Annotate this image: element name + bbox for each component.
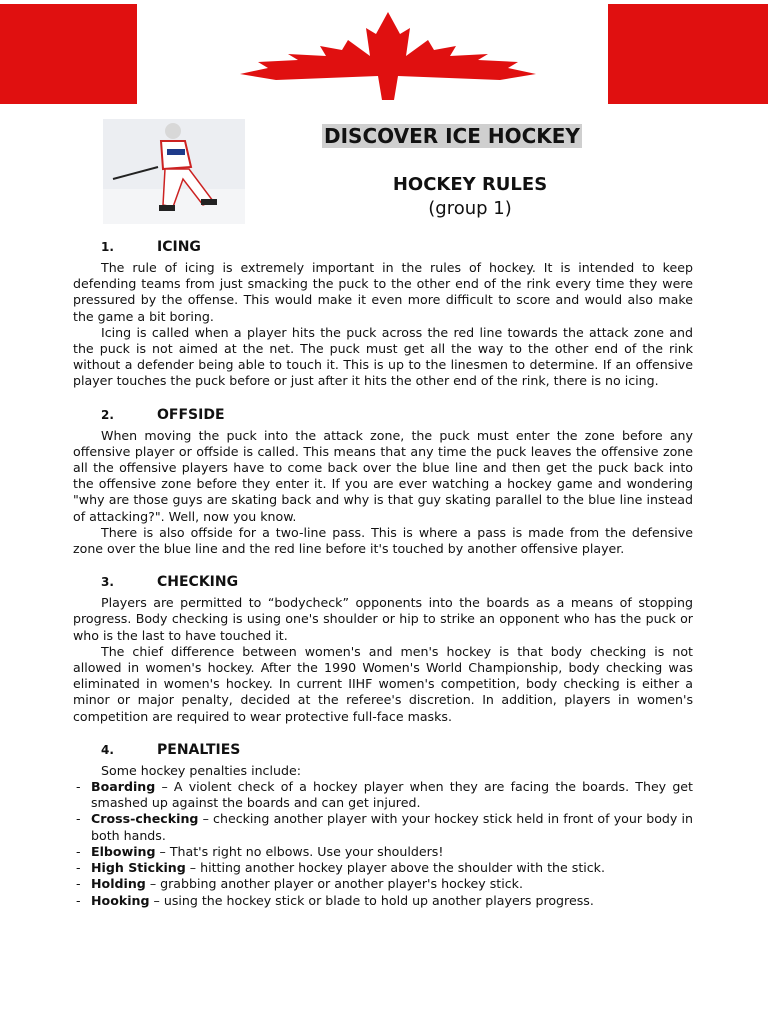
list-item: - Elbowing – That's right no elbows. Use your shoulders! [76, 843, 444, 859]
paragraph: The chief difference between women's and men's hockey is that body checking is not allowed in women's hockey. After the 1990 Women's World Championship, body checking was eliminated in women's hockey. In current IIHF women's competition, body checking is either a minor or major penalty, decided at the referee's discretion. In addition, players in women's competition are required to wear protective full-face masks. [73, 643, 693, 724]
hockey-player-photo [103, 119, 245, 224]
document-body [73, 238, 693, 909]
list-item: - Boarding – A violent check of a hockey player when they are facing the boards. They get smashed up against the boards and can get injured. [76, 779, 693, 811]
paragraph: Players are permitted to “bodycheck” opponents into the boards as a means of stopping progress. Body checking is using one's shoulder or hip to strike an opponent who has the puck or who is the last to have touched it. [73, 595, 693, 643]
list-item: - Hooking – using the hockey stick or blade to hold up another players progress. [76, 892, 594, 908]
paragraph: Icing is called when a player hits the puck across the red line towards the attack zone and the puck is not aimed at the net. The puck must get all the way to the other end of the rink without a defender being able to touch it. This is up to the linesmen to determine. If an offensive player touches the puck before or just after it hits the other end of the rink, there is no icing. [73, 324, 693, 389]
list-item: - Cross-checking – checking another player with your hockey stick held in front of your body in both hands. [76, 811, 693, 843]
page-subtitle: HOCKEY RULES [392, 174, 548, 195]
page-title: DISCOVER ICE HOCKEY [324, 124, 580, 148]
section-heading-offside: 2. OFFSIDE [101, 406, 225, 423]
canada-flag-banner [0, 0, 768, 104]
list-item: - High Sticking – hitting another hockey player above the shoulder with the stick. [76, 860, 605, 876]
paragraph: When moving the puck into the attack zone, the puck must enter the zone before any offensive player or offside is called. This means that any time the puck leaves the offensive zone all the offensive players have to come back over the blue line and then get the puck back into the offensive zone before they enter it. If you are ever watching a hockey game and wondering "why are those guys are skating back and why is that guy skating parallel to the blue line instead of attacking?". Well, now you know. [73, 427, 693, 524]
paragraph: Some hockey penalties include: [101, 762, 301, 778]
section-heading-checking: 3. CHECKING [101, 574, 239, 591]
group-label: (group 1) [428, 198, 512, 219]
flag-red-band-right [608, 4, 768, 104]
maple-leaf-icon [188, 10, 588, 102]
paragraph: The rule of icing is extremely important in the rules of hockey. It is intended to keep defending teams from just smacking the puck to the other end of the rink every time they were pressured by the offense. This would make it even more difficult to score and would also make the game a bit boring. [73, 260, 693, 324]
list-item: - Holding – grabbing another player or another player's hockey stick. [76, 876, 523, 892]
paragraph: There is also offside for a two-line pass. This is where a pass is made from the defensive zone over the blue line and the red line before it's touched by another offensive player. [73, 524, 693, 557]
penalty-list [73, 779, 693, 909]
flag-red-band-left [0, 4, 137, 104]
section-heading-icing: 1. ICING [101, 239, 201, 255]
section-heading-penalties: 4. PENALTIES [101, 741, 241, 758]
